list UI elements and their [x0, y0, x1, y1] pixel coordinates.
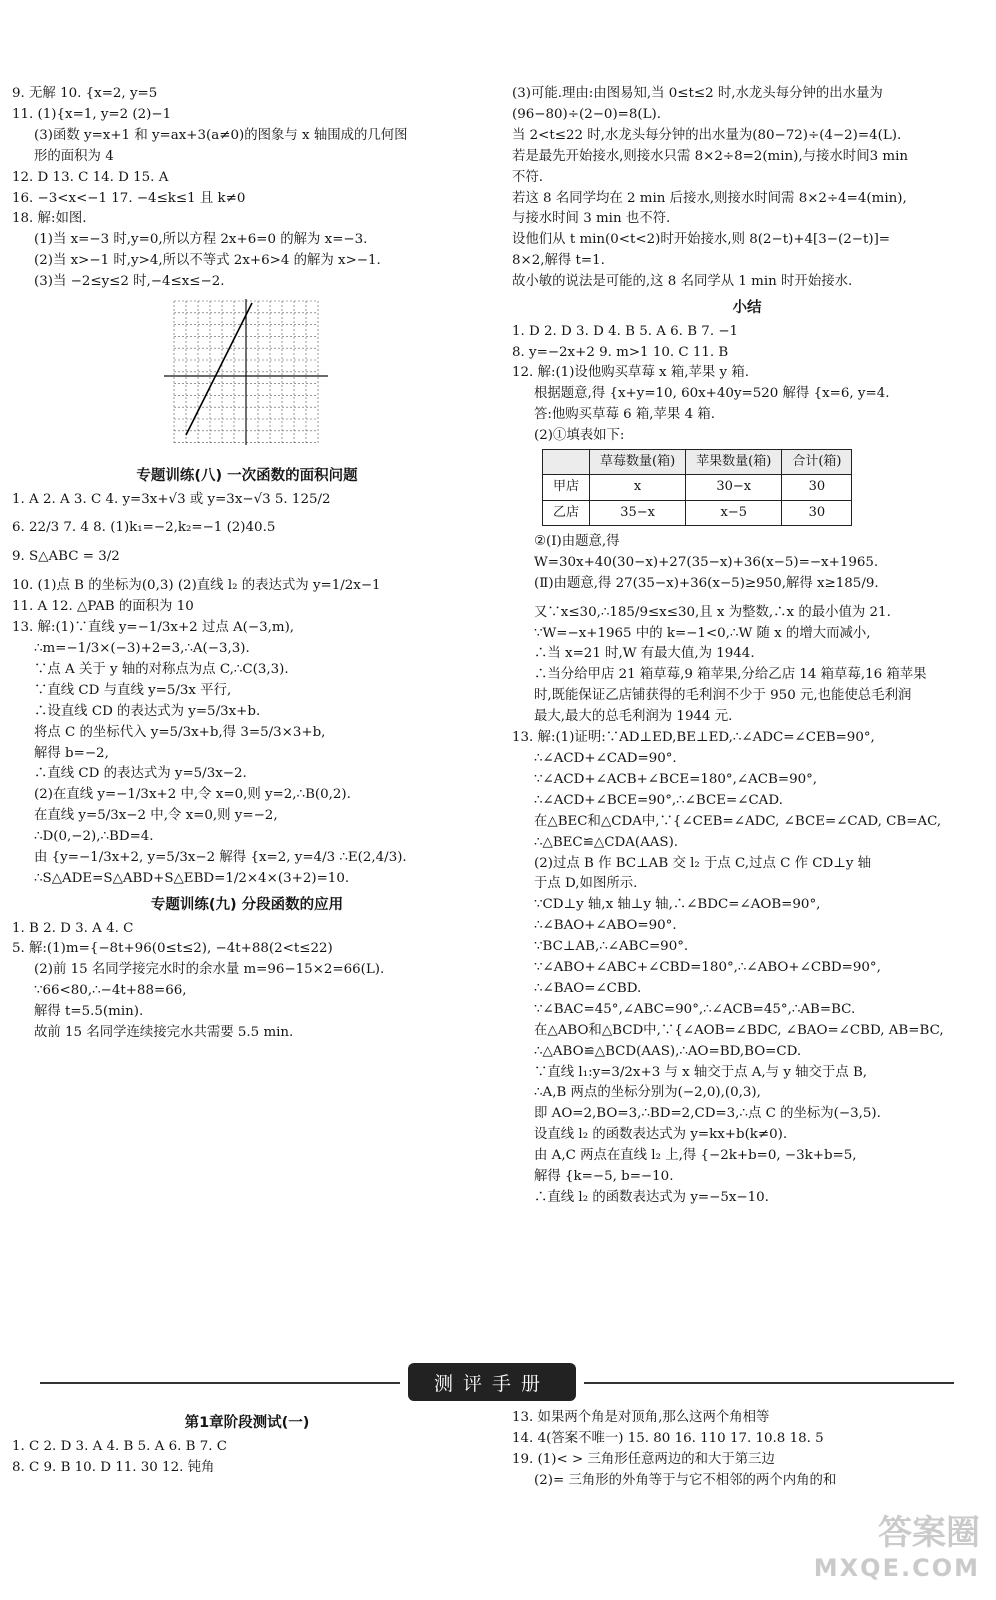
answer-line: 故小敏的说法是可能的,这 8 名同学从 1 min 时开始接水. — [512, 274, 853, 290]
section-heading: 第1章阶段测试(一) — [184, 1415, 310, 1431]
answer-line: ∴∠BAO+∠ABO=90°. — [534, 918, 677, 934]
bottom-right-column — [512, 1408, 982, 1492]
section-heading: 专题训练(八) 一次函数的面积问题 — [136, 467, 358, 484]
section-heading: 小结 — [732, 300, 762, 317]
answer-line: ∴当分给甲店 21 箱草莓,9 箱苹果,分给乙店 14 箱草莓,16 箱苹果 — [534, 667, 927, 683]
answer-line: 9. S△ABC = 3/2 — [12, 549, 120, 565]
left-column — [12, 84, 482, 1044]
answer-line: 解得 b=−2, — [34, 745, 109, 761]
answer-line: (3)当 −2≤y≤2 时,−4≤x≤−2. — [34, 274, 225, 290]
answer-line: (96−80)÷(2−0)=8(L). — [512, 106, 662, 122]
banner-rule-left — [40, 1382, 400, 1384]
answer-line: 故前 15 名同学连续接完水共需要 5.5 min. — [34, 1025, 294, 1041]
fill-table — [542, 449, 852, 526]
spacer — [12, 510, 482, 518]
answer-line: ∵W=−x+1965 中的 k=−1<0,∴W 随 x 的增大而减小, — [534, 625, 871, 641]
answer-line: 即 AO=2,BO=3,∴BD=2,CD=3,∴点 C 的坐标为(−3,5). — [534, 1106, 881, 1122]
answer-line: 若是最先开始接水,则接水只需 8×2÷8=2(min),与接水时间3 min — [512, 148, 908, 164]
answer-line: 当 2<t≤22 时,水龙头每分钟的出水量为(80−72)÷(4−2)=4(L). — [512, 127, 902, 143]
answer-line: ∵直线 l₁:y=3/2x+3 与 x 轴交于点 A,与 y 轴交于点 B, — [534, 1064, 868, 1080]
answer-line: (3)可能.理由:由图易知,当 0≤t≤2 时,水龙头每分钟的出水量为 — [512, 86, 883, 101]
table-cell: 苹果数量(箱) — [686, 450, 782, 475]
answer-line: ②(Ⅰ)由题意,得 — [534, 533, 620, 549]
right-column — [512, 84, 982, 1209]
answer-line: 1. A 2. A 3. C 4. y=3x+√3 或 y=3x−√3 5. 125/2 — [12, 491, 331, 507]
answer-line: 根据题意,得 {x+y=10, 60x+40y=520 解得 {x=6, y=4. — [534, 386, 890, 402]
answer-line: ∴A,B 两点的坐标分别为(−2,0),(0,3), — [534, 1085, 761, 1101]
answer-line: ∵直线 CD 与直线 y=5/3x 平行, — [34, 682, 232, 698]
answer-line: 不符. — [512, 169, 544, 185]
answer-line: 8×2,解得 t=1. — [512, 253, 605, 269]
table-cell: 草莓数量(箱) — [590, 450, 686, 475]
answer-line: 1. C 2. D 3. A 4. B 5. A 6. B 7. C — [12, 1438, 228, 1454]
table-cell: 30 — [782, 500, 852, 525]
watermark-url: MXQE.COM — [813, 1554, 980, 1582]
answer-line: 于点 D,如图所示. — [534, 876, 638, 892]
answer-line: ∴∠BAO=∠CBD. — [534, 980, 642, 996]
answer-line: 解得 {k=−5, b=−10. — [534, 1169, 674, 1185]
answer-line: ∵∠BAC=45°,∠ABC=90°,∴∠ACB=45°,∴AB=BC. — [534, 1001, 856, 1017]
answer-line: (2)当 x>−1 时,y>4,所以不等式 2x+6>4 的解为 x>−1. — [34, 253, 381, 269]
bottom-left-column — [12, 1408, 482, 1478]
section-heading: 专题训练(九) 分段函数的应用 — [150, 896, 344, 913]
table-cell — [543, 450, 590, 475]
answer-line: 将点 C 的坐标代入 y=5/3x+b,得 3=5/3×3+b, — [34, 724, 326, 740]
answer-line: 18. 解:如图. — [12, 211, 87, 227]
table-cell: 乙店 — [543, 500, 590, 525]
table-cell: x — [590, 475, 686, 500]
answer-line: 13. 解:(1)∵直线 y=−1/3x+2 过点 A(−3,m), — [12, 620, 295, 636]
answer-line: ∴当 x=21 时,W 有最大值,为 1944. — [534, 646, 755, 662]
function-graph — [160, 297, 332, 447]
answer-line: 9. 无解 10. {x=2, y=5 — [12, 86, 158, 101]
answer-line: ∴△ABO≌△BCD(AAS),∴AO=BD,BO=CD. — [534, 1043, 802, 1059]
answer-line: 8. C 9. B 10. D 11. 30 12. 钝角 — [12, 1459, 215, 1475]
table-row — [543, 450, 852, 475]
answer-line: 设直线 l₂ 的函数表达式为 y=kx+b(k≠0). — [534, 1127, 788, 1143]
answer-line: (2)在直线 y=−1/3x+2 中,令 x=0,则 y=2,∴B(0,2). — [34, 787, 351, 803]
function-line — [186, 303, 252, 435]
answer-line: 解得 t=5.5(min). — [34, 1004, 144, 1020]
watermark-logo — [800, 1505, 980, 1585]
answer-line: (3)函数 y=x+1 和 y=ax+3(a≠0)的图象与 x 轴围成的几何图 — [34, 127, 408, 143]
answer-line: 若这 8 名同学均在 2 min 后接水,则接水时间需 8×2÷4=4(min), — [512, 190, 907, 206]
answer-line: W=30x+40(30−x)+27(35−x)+36(x−5)=−x+1965. — [534, 554, 879, 570]
answer-line: 与接水时间 3 min 也不符. — [512, 211, 671, 227]
answer-line: ∵点 A 关于 y 轴的对称点为点 C,∴C(3,3). — [34, 661, 289, 677]
answer-line: (2)过点 B 作 BC⊥AB 交 l₂ 于点 C,过点 C 作 CD⊥y 轴 — [534, 855, 872, 871]
answer-line: 时,既能保证乙店铺获得的毛利润不少于 950 元,也能使总毛利润 — [534, 688, 912, 704]
table-cell: x−5 — [686, 500, 782, 525]
table-cell: 35−x — [590, 500, 686, 525]
answer-line: 5. 解:(1)m={−8t+96(0≤t≤2), −4t+88(2<t≤22) — [12, 941, 333, 957]
answer-line: 最大,最大的总毛利润为 1944 元. — [534, 709, 733, 725]
answer-line: 1. D 2. D 3. D 4. B 5. A 6. B 7. −1 — [512, 323, 739, 339]
answer-line: 10. (1)点 B 的坐标为(0,3) (2)直线 l₂ 的表达式为 y=1/2x−1 — [12, 578, 381, 594]
answer-line: 12. D 13. C 14. D 15. A — [12, 169, 169, 185]
answer-line: ∴△BEC≌△CDA(AAS). — [534, 834, 679, 850]
answer-line: 设他们从 t min(0<t<2)时开始接水,则 8(2−t)+4[3−(2−t)]= — [512, 232, 891, 248]
answer-line: 在△ABO和△BCD中,∵{∠AOB=∠BDC, ∠BAO=∠CBD, AB=BC, — [534, 1022, 944, 1038]
answer-line: ∴∠ACD+∠BCE=90°,∴∠BCE=∠CAD. — [534, 792, 783, 808]
answer-line: 8. y=−2x+2 9. m>1 10. C 11. B — [512, 344, 729, 360]
answer-line: 1. B 2. D 3. A 4. C — [12, 920, 134, 936]
table-row — [543, 475, 852, 500]
answer-line: 19. (1)< > 三角形任意两边的和大于第三边 — [512, 1451, 775, 1467]
section-banner: 测评手册 — [408, 1363, 576, 1401]
answer-line: 答:他购买草莓 6 箱,苹果 4 箱. — [534, 407, 715, 423]
spacer — [12, 568, 482, 576]
answer-line: 11. (1){x=1, y=2 (2)−1 — [12, 106, 172, 122]
answer-line: 14. 4(答案不唯一) 15. 80 16. 110 17. 10.8 18. 5 — [512, 1430, 824, 1446]
answer-line: 由 A,C 两点在直线 l₂ 上,得 {−2k+b=0, −3k+b=5, — [534, 1148, 857, 1164]
answer-line: (Ⅱ)由题意,得 27(35−x)+36(x−5)≥950,解得 x≥185/9. — [534, 575, 879, 591]
answer-line: 由 {y=−1/3x+2, y=5/3x−2 解得 {x=2, y=4/3 ∴E(2,4/3). — [34, 850, 407, 866]
answer-line: ∴直线 l₂ 的函数表达式为 y=−5x−10. — [534, 1190, 769, 1205]
answer-line: 在△BEC和△CDA中,∵{∠CEB=∠ADC, ∠BCE=∠CAD, CB=AC, — [534, 813, 942, 829]
answer-line: 6. 22/3 7. 4 8. (1)k₁=−2,k₂=−1 (2)40.5 — [12, 520, 276, 536]
answer-line: 16. −3<x<−1 17. −4≤k≤1 且 k≠0 — [12, 190, 246, 206]
banner-rule-right — [584, 1382, 954, 1384]
answer-line: 12. 解:(1)设他购买草莓 x 箱,苹果 y 箱. — [512, 365, 749, 381]
answer-line: ∴直线 CD 的表达式为 y=5/3x−2. — [34, 766, 247, 782]
answer-line: 在直线 y=5/3x−2 中,令 x=0,则 y=−2, — [34, 808, 278, 824]
table-cell: 30 — [782, 475, 852, 500]
answer-line: (2)= 三角形的外角等于与它不相邻的两个内角的和 — [534, 1472, 837, 1488]
answer-line: ∵∠ABO+∠ABC+∠CBD=180°,∴∠ABO+∠CBD=90°, — [534, 960, 881, 976]
answer-line: 又∵x≤30,∴185/9≤x≤30,且 x 为整数,∴x 的最小值为 21. — [534, 604, 891, 620]
spacer — [512, 595, 982, 603]
answer-line: ∵CD⊥y 轴,x 轴⊥y 轴,∴∠BDC=∠AOB=90°, — [534, 897, 821, 913]
answer-line: ∴设直线 CD 的表达式为 y=5/3x+b. — [34, 703, 261, 719]
table-cell: 甲店 — [543, 475, 590, 500]
answer-line: (2)前 15 名同学接完水时的余水量 m=96−15×2=66(L). — [34, 962, 385, 978]
answer-line: (2)①填表如下: — [534, 428, 625, 444]
table-row — [543, 500, 852, 525]
answer-line: ∴m=−1/3×(−3)+2=3,∴A(−3,3). — [34, 641, 250, 657]
answer-line: ∴D(0,−2),∴BD=4. — [34, 829, 154, 845]
answer-line: ∵BC⊥AB,∴∠ABC=90°. — [534, 939, 689, 955]
table-cell: 合计(箱) — [782, 450, 852, 475]
table-cell: 30−x — [686, 475, 782, 500]
answer-line: (1)当 x=−3 时,y=0,所以方程 2x+6=0 的解为 x=−3. — [34, 232, 368, 248]
answer-line: ∵∠ACD+∠ACB+∠BCE=180°,∠ACB=90°, — [534, 771, 818, 787]
spacer — [12, 539, 482, 547]
watermark-title: 答案圈 — [878, 1513, 980, 1553]
answer-line: ∴S△ADE=S△ABD+S△EBD=1/2×4×(3+2)=10. — [34, 870, 350, 886]
answer-line: 形的面积为 4 — [34, 148, 114, 164]
answer-line: ∵66<80,∴−4t+88=66, — [34, 983, 187, 999]
answer-line: 13. 如果两个角是对顶角,那么这两个角相等 — [512, 1410, 770, 1425]
answer-line: ∴∠ACD+∠CAD=90°. — [534, 750, 677, 766]
answer-line: 13. 解:(1)证明:∵AD⊥ED,BE⊥ED,∴∠ADC=∠CEB=90°, — [512, 730, 875, 746]
answer-line: 11. A 12. △PAB 的面积为 10 — [12, 599, 194, 615]
